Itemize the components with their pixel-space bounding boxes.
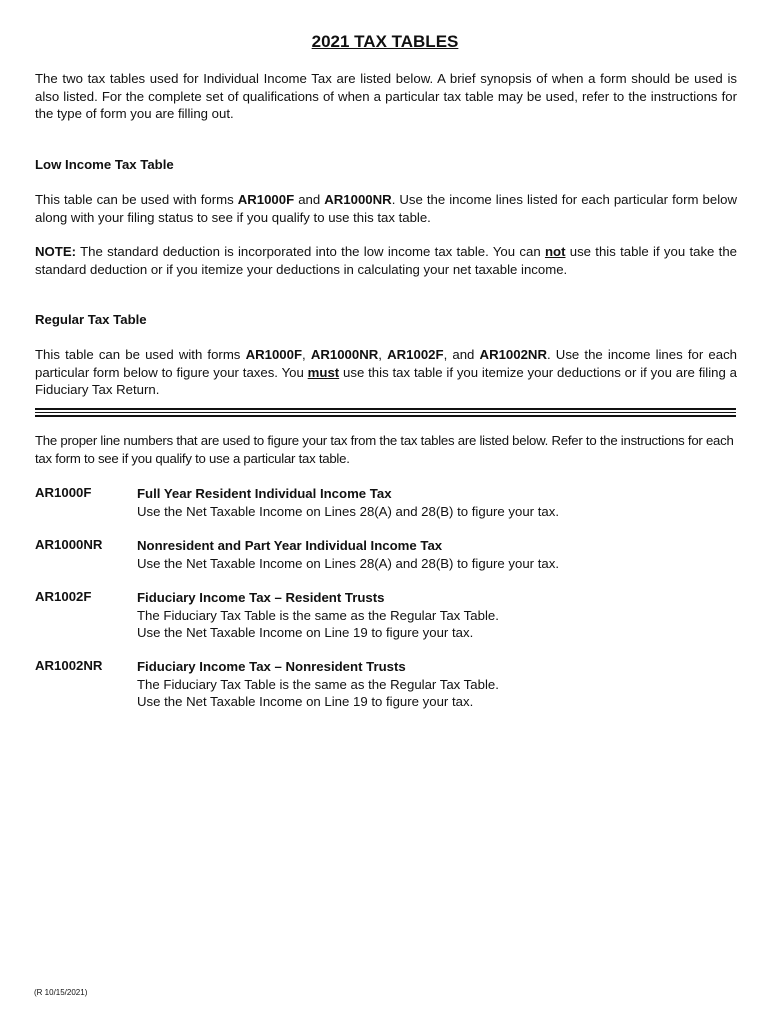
text: use this tax table if you itemize your deductions or if you are filing a Fiduciary Tax Return. bbox=[35, 364, 737, 397]
emphasis: must bbox=[307, 364, 340, 380]
regular-heading: Regular Tax Table bbox=[35, 312, 147, 327]
form-ref: AR1002NR bbox=[479, 347, 547, 362]
form-title: Full Year Resident Individual Income Tax bbox=[137, 486, 392, 501]
form-line: Use the Net Taxable Income on Line 19 to figure your tax. bbox=[137, 694, 474, 709]
text: and bbox=[294, 192, 325, 207]
form-entry bbox=[137, 589, 737, 642]
form-line: Use the Net Taxable Income on Line 19 to figure your tax. bbox=[137, 625, 474, 640]
text: . Use the income lines for each particular form below to figure your taxes. You bbox=[35, 347, 737, 380]
text: , bbox=[302, 347, 311, 362]
form-line: Use the Net Taxable Income on Lines 28(A) and 28(B) to figure your tax. bbox=[137, 555, 559, 571]
low-income-paragraph bbox=[35, 191, 737, 226]
form-code: AR1002NR bbox=[35, 658, 103, 673]
form-title: Fiduciary Income Tax – Nonresident Trusts bbox=[137, 659, 406, 674]
form-ref: AR1000F bbox=[245, 347, 303, 362]
form-code: AR1000F bbox=[35, 485, 92, 500]
form-title: Fiduciary Income Tax – Resident Trusts bbox=[137, 590, 385, 605]
form-code: AR1002F bbox=[35, 589, 92, 604]
emphasis: not bbox=[544, 244, 566, 259]
form-entry bbox=[137, 658, 737, 711]
form-line: The Fiduciary Tax Table is the same as the Regular Tax Table. bbox=[137, 676, 499, 692]
note-label: NOTE: bbox=[35, 244, 77, 259]
form-title: Nonresident and Part Year Individual Income Tax bbox=[137, 538, 443, 553]
section-divider bbox=[35, 408, 736, 417]
low-income-heading: Low Income Tax Table bbox=[35, 157, 174, 172]
text: This table can be used with forms bbox=[35, 347, 246, 362]
form-ref: AR1000F bbox=[237, 192, 295, 207]
form-ref: AR1002F bbox=[387, 347, 444, 362]
text: , and bbox=[443, 347, 480, 362]
form-line: The Fiduciary Tax Table is the same as the Regular Tax Table. bbox=[137, 607, 499, 623]
intro-paragraph: The two tax tables used for Individual Income Tax are listed below. A brief synopsis of when a form should be used is also listed. For the complete set of qualifications of when a particular tax table may be used, refer to the instructions for the type of form you are filling out. bbox=[35, 71, 737, 121]
form-ref: AR1000NR bbox=[310, 347, 379, 362]
text: This table can be used with forms bbox=[35, 192, 238, 207]
text: The standard deduction is incorporated into the low income tax table. You can bbox=[76, 244, 545, 259]
form-ref: AR1000NR bbox=[324, 192, 392, 207]
regular-paragraph bbox=[35, 346, 737, 399]
form-entry bbox=[137, 537, 737, 572]
text: use this table if you take the standard deduction or if you itemize your deductions in calculating your net taxable income. bbox=[35, 244, 737, 277]
note-paragraph bbox=[35, 243, 737, 278]
form-entry bbox=[137, 485, 737, 520]
text: . Use the income lines listed for each particular form below along with your filing status to see if you qualify to use this tax table. bbox=[35, 192, 737, 225]
form-line: Use the Net Taxable Income on Lines 28(A) and 28(B) to figure your tax. bbox=[137, 503, 559, 519]
form-code: AR1000NR bbox=[35, 537, 103, 552]
text: , bbox=[378, 347, 388, 362]
lines-intro: The proper line numbers that are used to figure your tax from the tax tables are listed below. Refer to the instructions for each tax form to see if you qualify to use a particular tax table. bbox=[35, 433, 734, 466]
page-title: 2021 TAX TABLES bbox=[311, 32, 459, 51]
revision-footer: (R 10/15/2021) bbox=[34, 988, 88, 997]
